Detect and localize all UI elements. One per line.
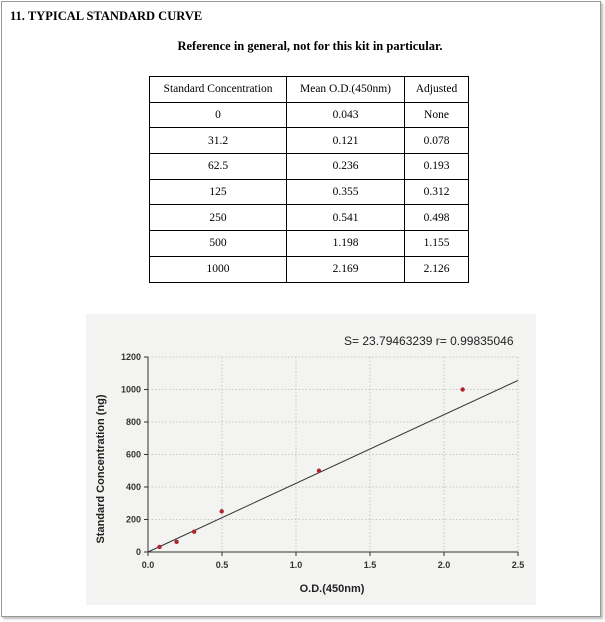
cell-concentration: 125: [150, 179, 287, 205]
x-tick-label: 0.5: [215, 560, 229, 570]
cell-adjusted: 2.126: [405, 256, 469, 282]
tick-layer: [121, 352, 524, 570]
fit-line: [148, 380, 518, 552]
data-point: [157, 545, 161, 549]
chart-svg: [86, 314, 536, 605]
x-axis-label: O.D.(450nm): [299, 583, 365, 595]
y-tick-label: 1200: [120, 352, 141, 362]
cell-adjusted: 1.155: [405, 231, 469, 257]
cell-mean-od: 0.236: [287, 154, 405, 180]
cell-adjusted: None: [405, 102, 469, 128]
axis-layer: [148, 357, 518, 552]
header-concentration: Standard Concentration: [150, 77, 287, 103]
data-point: [460, 387, 464, 391]
table-row: [150, 154, 469, 180]
x-tick-label: 0.0: [141, 560, 155, 570]
x-tick-label: 2.0: [437, 560, 451, 570]
section-heading: 11. TYPICAL STANDARD CURVE: [10, 9, 203, 23]
data-point: [317, 469, 321, 473]
section-subtitle: Reference in general, not for this kit in particular.: [177, 39, 443, 53]
table-row: [150, 205, 469, 231]
cell-adjusted: 0.312: [405, 179, 469, 205]
table-header-row: [150, 77, 469, 103]
cell-concentration: 250: [150, 205, 287, 231]
x-tick-label: 2.5: [511, 560, 525, 570]
cell-mean-od: 0.121: [287, 128, 405, 154]
x-tick-label: 1.0: [289, 560, 303, 570]
header-mean-od: Mean O.D.(450nm): [287, 77, 405, 103]
y-tick-label: 200: [125, 514, 141, 525]
cell-mean-od: 1.198: [287, 231, 405, 257]
point-layer: [157, 387, 465, 549]
table-row: [150, 256, 469, 282]
cell-concentration: 31.2: [150, 128, 287, 154]
data-point: [174, 540, 178, 544]
cell-mean-od: 0.043: [287, 102, 405, 128]
cell-adjusted: 0.078: [405, 128, 469, 154]
y-tick-label: 0: [135, 547, 141, 557]
cell-concentration: 0: [150, 102, 287, 128]
cell-concentration: 62.5: [150, 154, 287, 180]
fit-annotation: S= 23.79463239 r= 0.99835046: [344, 334, 514, 348]
y-tick-label: 600: [125, 449, 141, 460]
cell-concentration: 500: [150, 231, 287, 257]
cell-adjusted: 0.498: [405, 205, 469, 231]
table-row: [150, 128, 469, 154]
standard-curve-table: [149, 76, 469, 283]
data-point: [192, 529, 196, 533]
grid-layer: [148, 357, 518, 552]
table-row: [150, 102, 469, 128]
cell-mean-od: 0.541: [287, 205, 405, 231]
header-adjusted: Adjusted: [405, 77, 469, 103]
cell-mean-od: 2.169: [287, 256, 405, 282]
data-point: [220, 509, 224, 513]
cell-adjusted: 0.193: [405, 154, 469, 180]
line-layer: [148, 380, 518, 552]
y-tick-label: 800: [125, 417, 141, 427]
cell-mean-od: 0.355: [287, 179, 405, 205]
table-row: [150, 179, 469, 205]
table-row: [150, 231, 469, 257]
cell-concentration: 1000: [150, 256, 287, 282]
y-tick-label: 400: [125, 482, 141, 492]
x-tick-label: 1.5: [363, 560, 377, 570]
y-axis-label: Standard Concentration (ng): [95, 394, 107, 544]
standard-curve-chart: [86, 314, 536, 605]
y-tick-label: 1000: [120, 384, 141, 395]
